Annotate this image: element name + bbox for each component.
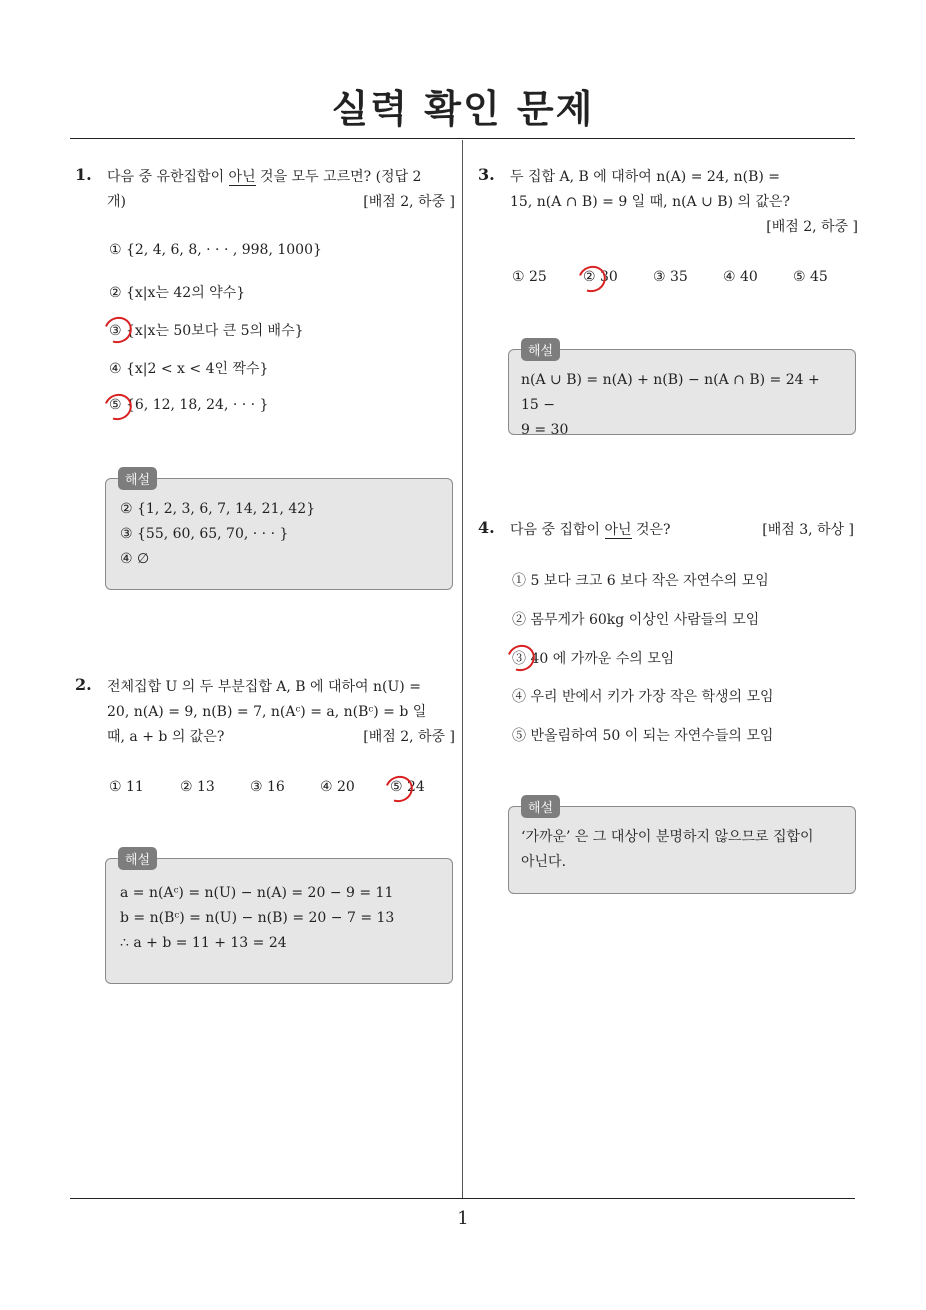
- solution-line: a = n(Aᶜ) = n(U) − n(A) = 20 − 9 = 11: [120, 885, 394, 901]
- solution-tag: 해설: [118, 467, 157, 490]
- solution-line: ∴ a + b = 11 + 13 = 24: [120, 935, 287, 951]
- question-number: 1.: [75, 165, 92, 184]
- q4-option-5[interactable]: ⑤ 반올림하여 50 이 되는 자연수들의 모임: [512, 728, 774, 744]
- page-title: 실력 확인 문제: [331, 87, 595, 131]
- solution-tag: 해설: [521, 795, 560, 818]
- q2-option-1[interactable]: ① 11: [109, 779, 144, 795]
- q2-solution-box: [105, 853, 453, 984]
- answer-circle-mark: [503, 640, 539, 675]
- q4-option-2[interactable]: ② 몸무게가 60kg 이상인 사람들의 모임: [512, 612, 760, 628]
- q2-option-3[interactable]: ③ 16: [250, 779, 285, 795]
- page-number: 1: [457, 1208, 469, 1229]
- q2-option-4[interactable]: ④ 20: [320, 779, 355, 795]
- answer-circle-mark: [381, 771, 417, 806]
- solution-line: ‘가까운’ 은 그 대상이 분명하지 않으므로 집합이: [521, 829, 814, 845]
- answer-circle-mark: [100, 389, 136, 424]
- points-label: [배점 2, 하중 ]: [363, 194, 455, 210]
- q4-option-3[interactable]: ③ 40 에 가까운 수의 모임: [512, 651, 675, 667]
- question-number: 2.: [75, 675, 92, 694]
- question-text: 두 집합 A, B 에 대하여 n(A) = 24, n(B) = 15, n(A ∩ B) = 9 일 때, n(A ∪ B) 의 값은? [배점 2, 하중 ]: [510, 169, 858, 235]
- points-label: [배점 3, 하상 ]: [762, 522, 854, 538]
- question-number: 4.: [478, 518, 495, 537]
- top-rule: [70, 138, 855, 139]
- question-number: 3.: [478, 165, 495, 184]
- solution-line: 아닌다.: [521, 854, 567, 870]
- points-label: [배점 2, 하중 ]: [363, 729, 455, 745]
- q3-option-4[interactable]: ④ 40: [723, 269, 758, 285]
- q3-solution-box: [508, 344, 856, 438]
- q1-option-5[interactable]: ⑤ {6, 12, 18, 24, · · · }: [109, 397, 269, 413]
- q4-solution-box: [508, 801, 856, 894]
- q1-solution-box: [105, 473, 453, 590]
- solution-line: ③ {55, 60, 65, 70, · · · }: [120, 526, 289, 542]
- q3-option-2[interactable]: ② 30: [583, 269, 618, 285]
- q2-option-5[interactable]: ⑤ 24: [390, 779, 425, 795]
- solution-tag: 해설: [118, 847, 157, 870]
- bottom-rule: [70, 1198, 855, 1199]
- q1-option-1[interactable]: ① {2, 4, 6, 8, · · · , 998, 1000}: [109, 242, 322, 258]
- solution-line: b = n(Bᶜ) = n(U) − n(B) = 20 − 7 = 13: [120, 910, 395, 926]
- question-2: [75, 675, 455, 750]
- question-text: 전체집합 U 의 두 부분집합 A, B 에 대하여 n(U) = 20, n(A) = 9, n(B) = 7, n(Aᶜ) = a, n(Bᶜ) = b 일 때, a + b 의 값은? [배점 2, 하중 ]: [107, 675, 455, 750]
- solution-line: 9 = 30: [521, 422, 569, 438]
- solution-line: n(A ∪ B) = n(A) + n(B) − n(A ∩ B) = 24 + 15 −: [521, 372, 820, 413]
- question-3: [478, 165, 858, 240]
- q3-option-1[interactable]: ① 25: [512, 269, 547, 285]
- answer-circle-mark: [100, 312, 136, 347]
- column-separator: [462, 140, 463, 1198]
- q3-option-5[interactable]: ⑤ 45: [793, 269, 828, 285]
- q1-option-2[interactable]: ② {x|x는 42의 약수}: [109, 285, 246, 301]
- points-label: [배점 2, 하중 ]: [766, 219, 858, 235]
- solution-line: ④ ∅: [120, 551, 150, 567]
- solution-tag: 해설: [521, 338, 560, 361]
- q4-option-4[interactable]: ④ 우리 반에서 키가 가장 작은 학생의 모임: [512, 689, 774, 705]
- question-text: 다음 중 집합이 아닌 것은? [배점 3, 하상 ]: [510, 518, 854, 543]
- q4-option-1[interactable]: ① 5 보다 크고 6 보다 작은 자연수의 모임: [512, 573, 769, 589]
- question-text: 다음 중 유한집합이 아닌 것을 모두 고르면? (정답 2 개) [배점 2, 하중 ]: [107, 165, 455, 215]
- question-1: [75, 165, 455, 215]
- emphasis-underline: 아닌: [228, 169, 256, 185]
- q3-option-3[interactable]: ③ 35: [653, 269, 688, 285]
- answer-circle-mark: [574, 261, 610, 296]
- q2-option-2[interactable]: ② 13: [180, 779, 215, 795]
- question-4: [478, 518, 854, 543]
- solution-line: ② {1, 2, 3, 6, 7, 14, 21, 42}: [120, 501, 316, 517]
- emphasis-underline: 아닌: [604, 522, 632, 538]
- q1-option-4[interactable]: ④ {x|2 < x < 4인 짝수}: [109, 361, 269, 377]
- q1-option-3[interactable]: ③ {x|x는 50보다 큰 5의 배수}: [109, 323, 304, 339]
